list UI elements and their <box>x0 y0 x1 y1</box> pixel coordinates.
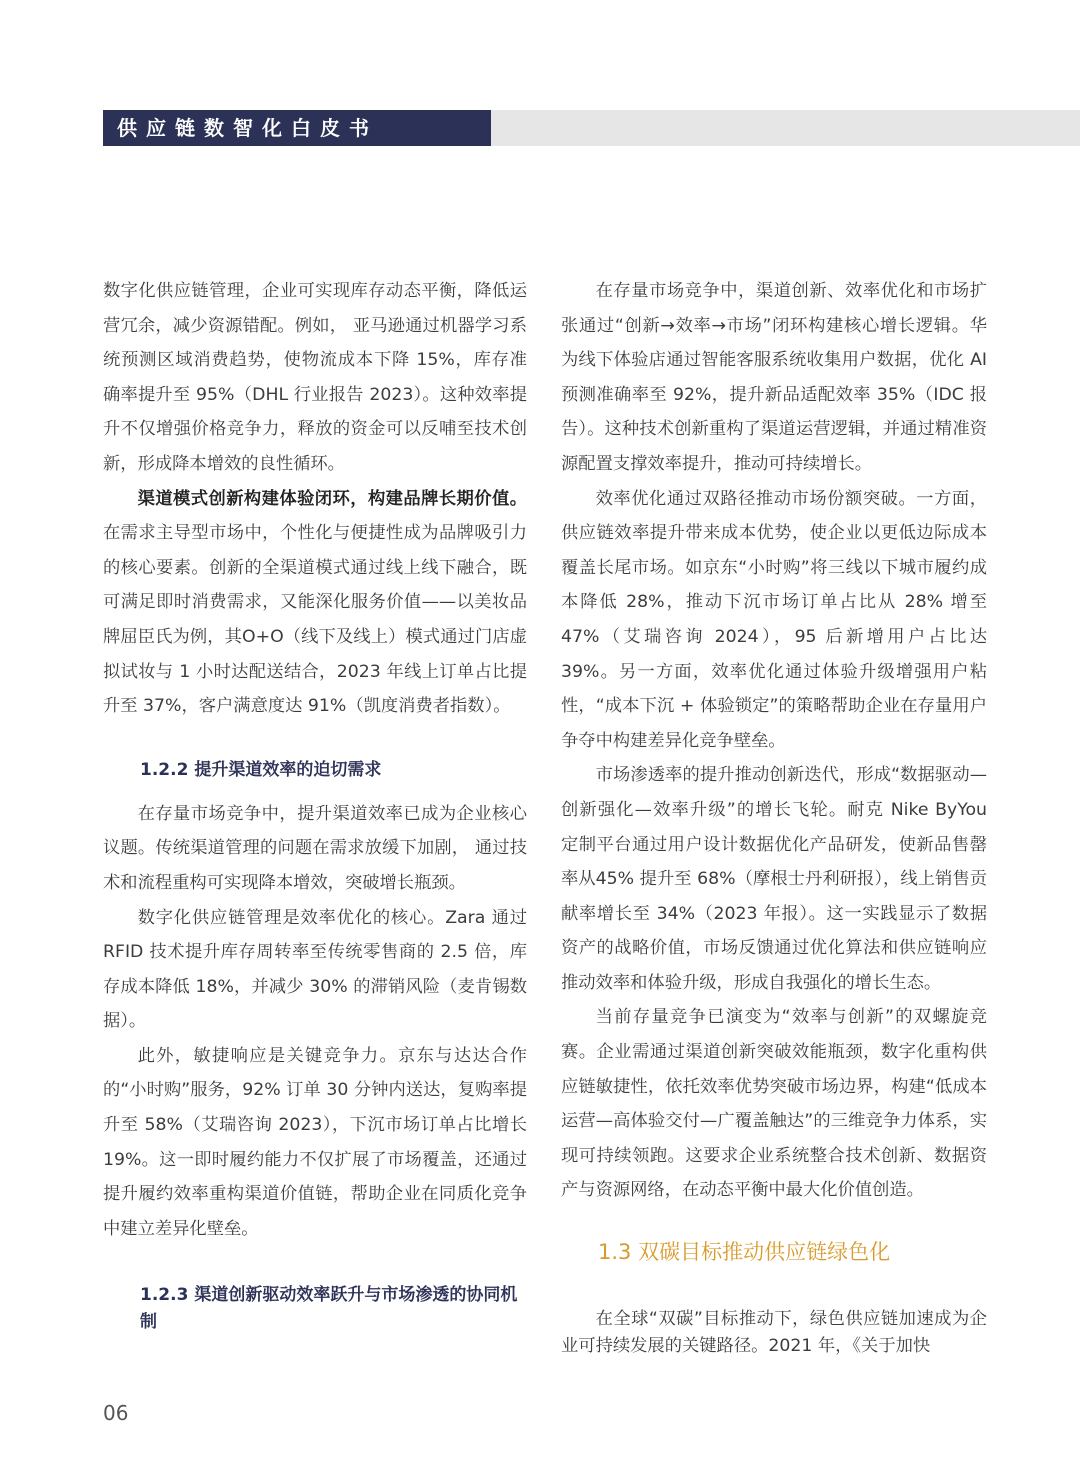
paragraph: 当前存量竞争已演变为“效率与创新”的双螺旋竞赛。企业需通过渠道创新突破效能瓶颈，数字化重构供应链敏捷性，依托效率优势突破市场边界，构建“低成本运营—高体验交付—广覆盖触达”的三维竞争力体系，实现可持续领跑。这要求企业系统整合技术创新、数据资产与资源网络，在动态平衡中最大化价值创造。 <box>561 1007 987 1201</box>
paragraph: 效率优化通过双路径推动市场份额突破。一方面，供应链效率提升带来成本优势，使企业以更低边际成本覆盖长尾市场。如京东“小时购”将三线以下城市履约成本降低 28%，推动下沉市场订单占比从 28% 增至 47%（艾瑞咨询 2024），95 后新增用户占比达 39%。另一方面，效率优化通过体验升级增强用户粘性，“成本下沉 + 体验锁定”的策略帮助企业在存量用户争夺中构建差异化竞争壁垒。 <box>561 488 987 751</box>
subsection-heading-1-2-2: 1.2.2 提升渠道效率的迫切需求 <box>140 759 382 780</box>
paragraph <box>103 482 527 724</box>
paragraph: 此外，敏捷响应是关键竞争力。京东与达达合作的“小时购”服务，92% 订单 30 分钟内送达，复购率提升至 58%（艾瑞咨询 2023），下沉市场订单占比增长 19%。这一即时履约能力不仅扩展了市场覆盖，还通过提升履约效率重构渠道价值链，帮助企业在同质化竞争中建立差异化壁垒。 <box>103 1045 527 1239</box>
left-column <box>103 274 527 1336</box>
paragraph: 在存量市场竞争中，渠道创新、效率优化和市场扩张通过“创新→效率→市场”闭环构建核心增长逻辑。华为线下体验店通过智能客服系统收集用户数据，优化 AI 预测准确率至 92%，提升新品适配效率 35%（IDC 报告）。这种技术创新重构了渠道运营逻辑，并通过精准资源配置支撑效率提升，推动可持续增长。 <box>561 281 987 474</box>
page-number: 06 <box>103 1401 129 1425</box>
header-bar <box>103 110 1080 146</box>
section-heading-1-3: 1.3 双碳目标推动供应链绿色化 <box>598 1240 891 1265</box>
paragraph: 数字化供应链管理，企业可实现库存动态平衡，降低运营冗余，减少资源错配。例如， 亚马逊通过机器学习系统预测区域消费趋势，使物流成本下降 15%，库存准确率提升至 95%（DHL 行业报告 2023）。这种效率提升不仅增强价格竞争力，释放的资金可以反哺至技术创新，形成降本增效的良性循环。 <box>103 281 527 474</box>
paragraph: 数字化供应链管理是效率优化的核心。Zara 通过 RFID 技术提升库存周转率至传统零售商的 2.5 倍，库存成本降低 18%，并减少 30% 的滞销风险（麦肯锡数据）。 <box>103 907 527 1032</box>
document-title: 供应链数智化白皮书 <box>103 110 491 146</box>
bold-lead-text: 渠道模式创新构建体验闭环，构建品牌长期价值。 <box>137 488 527 509</box>
subsection-heading-1-2-3: 1.2.3 渠道创新驱动效率跃升与市场渗透的协同机制 <box>140 1285 518 1333</box>
paragraph: 在全球“双碳”目标推动下，绿色供应链加速成为企业可持续发展的关键路径。2021 年，《关于加快 <box>561 1309 987 1357</box>
paragraph: 在存量市场竞争中，提升渠道效率已成为企业核心议题。传统渠道管理的问题在需求放缓下加剧， 通过技术和流程重构可实现降本增效，突破增长瓶颈。 <box>103 803 527 893</box>
header-accent-strip <box>491 110 1080 146</box>
right-column <box>561 274 987 1360</box>
paragraph-text: 在需求主导型市场中，个性化与便捷性成为品牌吸引力的核心要素。创新的全渠道模式通过线上线下融合，既可满足即时消费需求，又能深化服务价值——以美妆品牌屈臣氏为例，其O+O（线下及线上）模式通过门店虚拟试妆与 1 小时达配送结合，2023 年线上订单占比提升至 37%，客户满意度达 91%（凯度消费者指数）。 <box>103 523 527 717</box>
paragraph: 市场渗透率的提升推动创新迭代，形成“数据驱动—创新强化—效率升级”的增长飞轮。耐克 Nike ByYou 定制平台通过用户设计数据优化产品研发，使新品售罄率从45% 提升至 68%（摩根士丹利研报），线上销售贡献率增长至 34%（2023 年报）。这一实践显示了数据资产的战略价值，市场反馈通过优化算法和供应链响应推动效率和体验升级，形成自我强化的增长生态。 <box>561 765 987 993</box>
